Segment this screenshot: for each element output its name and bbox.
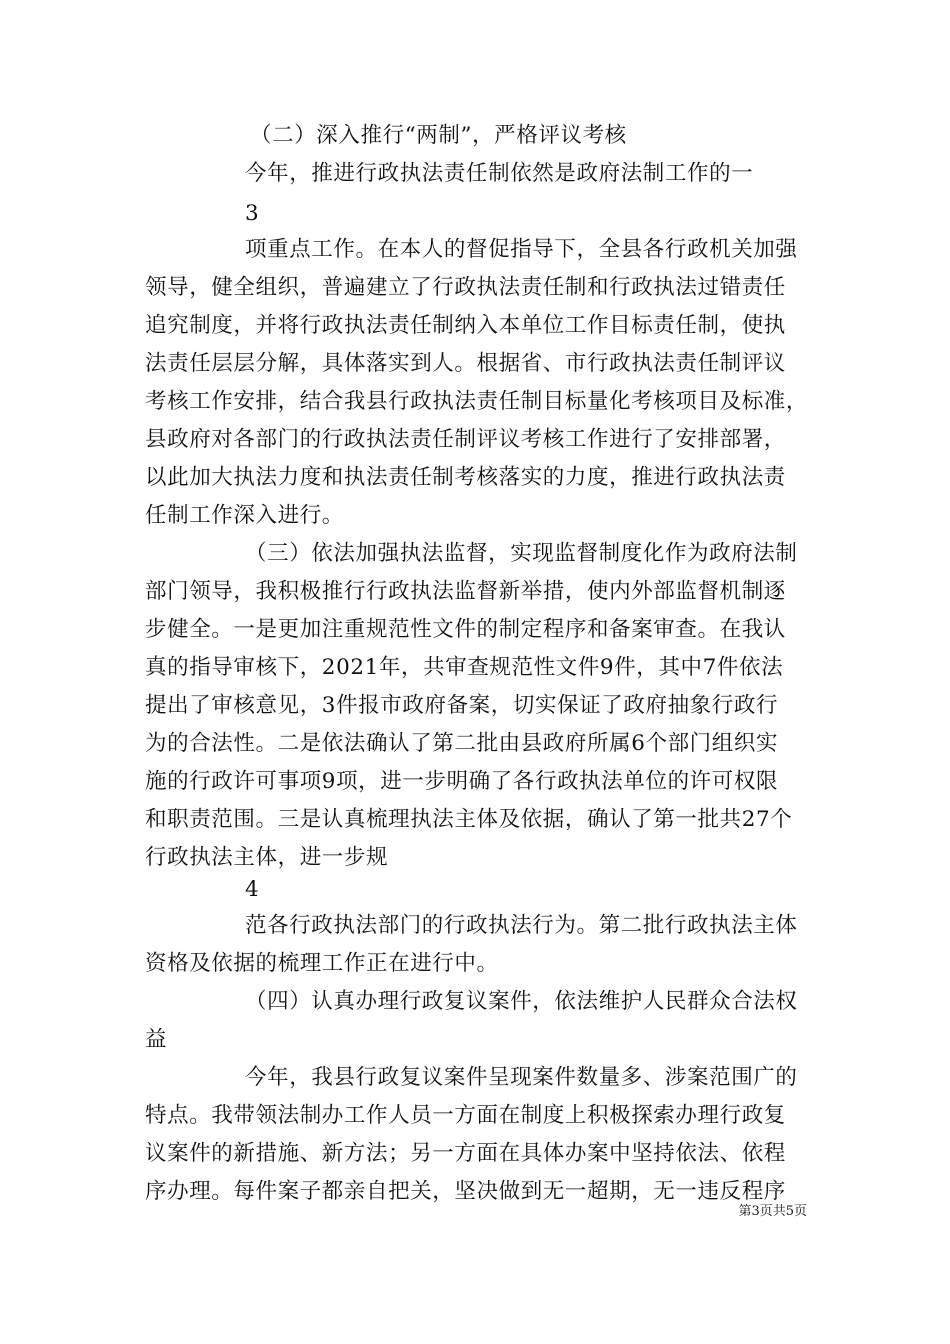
paragraph-line: 考核工作安排，结合我县行政执法责任制目标量化考核项目及标准， — [145, 389, 809, 414]
paragraph-line: 今年，推进行政执法责任制依然是政府法制工作的一 — [245, 161, 754, 186]
paragraph-line: 追究制度，并将行政执法责任制纳入本单位工作目标责任制，使执 — [145, 313, 786, 338]
paragraph-line: 步健全。一是更加注重规范性文件的制定程序和备案审查。在我认 — [145, 617, 786, 642]
paragraph-line: 真的指导审核下，2021年，共审查规范性文件9件，其中7件依法 — [145, 655, 784, 680]
paragraph-line: 和职责范围。三是认真梳理执法主体及依据，确认了第一批共27个 — [145, 807, 793, 832]
paragraph-line: 部门领导，我积极推行行政执法监督新举措，使内外部监督机制逐 — [145, 579, 786, 604]
page-footer: 第3页共5页 — [738, 1204, 807, 1219]
paragraph-line: 任制工作深入进行。 — [145, 503, 344, 528]
paragraph-line: 法责任层层分解，具体落实到人。根据省、市行政执法责任制评议 — [145, 351, 786, 376]
paragraph-line: 议案件的新措施、新方法；另一方面在具体办案中坚持依法、依程 — [145, 1141, 786, 1166]
paragraph-line: 为的合法性。二是依法确认了第二批由县政府所属6个部门组织实 — [145, 731, 779, 756]
paragraph-line: 施的行政许可事项9项，进一步明确了各行政执法单位的许可权限 — [145, 769, 779, 794]
paragraph-line: 提出了审核意见，3件报市政府备案，切实保证了政府抽象行政行 — [145, 693, 779, 718]
paragraph-line: 范各行政执法部门的行政执法行为。第二批行政执法主体 — [245, 913, 798, 938]
paragraph-line: 益 — [145, 1027, 168, 1052]
paragraph-line: 以此加大执法力度和执法责任制考核落实的力度，推进行政执法责 — [145, 465, 786, 490]
section-heading: （四）认真办理行政复议案件，依法维护人民群众合法权 — [245, 989, 798, 1014]
section-heading: （三）依法加强执法监督，实现监督制度化作为政府法制 — [245, 541, 798, 566]
section-heading: （二）深入推行“两制”，严格评议考核 — [250, 123, 627, 148]
paragraph-line: 项重点工作。在本人的督促指导下，全县各行政机关加强 — [245, 237, 798, 262]
paragraph-line: 资格及依据的梳理工作正在进行中。 — [145, 951, 499, 976]
paragraph-line: 序办理。每件案子都亲自把关，坚决做到无一超期，无一违反程序 — [145, 1179, 786, 1204]
page-number-inline: 4 — [245, 877, 260, 902]
paragraph-line: 今年，我县行政复议案件呈现案件数量多、涉案范围广的 — [245, 1065, 798, 1090]
page-number-inline: 3 — [245, 201, 260, 226]
paragraph-line: 行政执法主体，进一步规 — [145, 845, 389, 870]
paragraph-line: 县政府对各部门的行政执法责任制评议考核工作进行了安排部署， — [145, 427, 786, 452]
paragraph-line: 特点。我带领法制办工作人员一方面在制度上积极探索办理行政复 — [145, 1103, 786, 1128]
paragraph-line: 领导，健全组织，普遍建立了行政执法责任制和行政执法过错责任 — [145, 275, 786, 300]
